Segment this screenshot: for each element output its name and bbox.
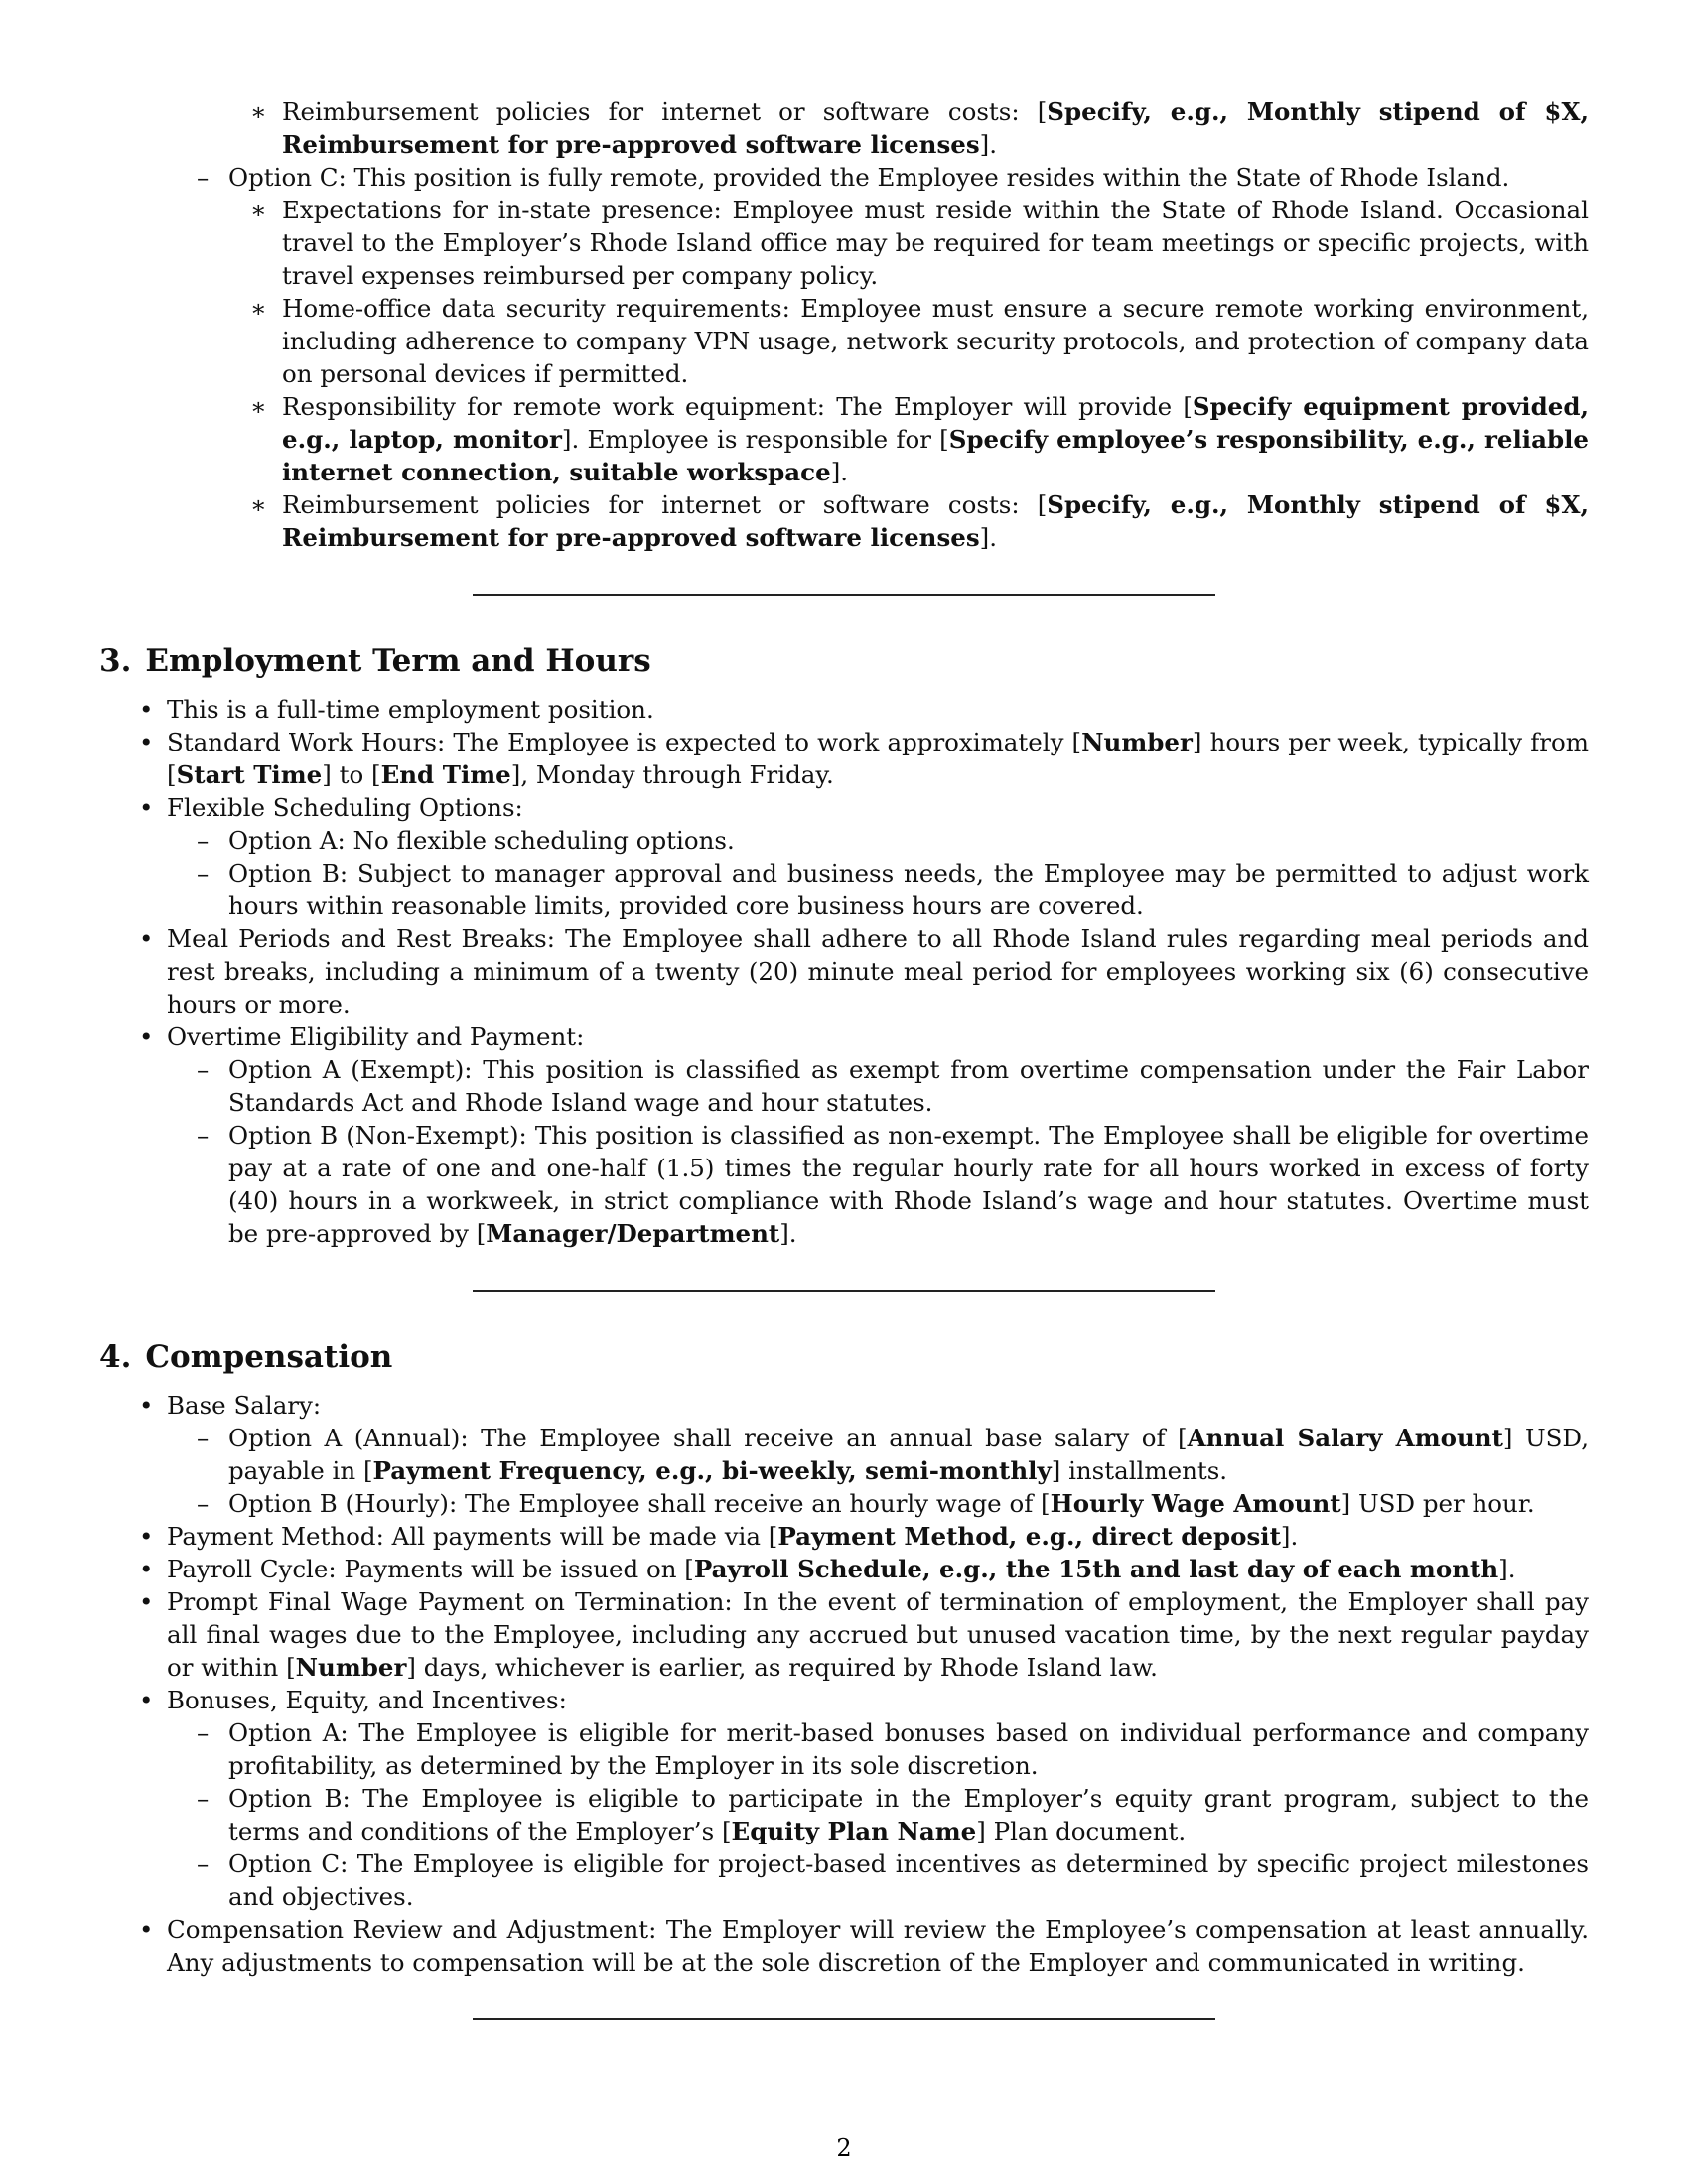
placeholder-field: Number — [295, 1653, 407, 1682]
bullet-icon: • — [139, 1522, 154, 1551]
item-text: ]. — [779, 1219, 797, 1248]
item-text: Option B (Hourly): The Employee shall receive an hourly wage of [ — [228, 1489, 1051, 1518]
item-text: Overtime Eligibility and Payment: — [167, 1023, 585, 1051]
list-item — [99, 292, 1589, 390]
item-text: ] days, whichever is earlier, as required by Rhode Island law. — [406, 1653, 1158, 1682]
dash-icon: – — [197, 859, 210, 887]
item-text: Standard Work Hours: The Employee is expected to work approximately [ — [167, 728, 1082, 756]
item-text: ]. — [830, 458, 849, 486]
dash-icon: – — [197, 826, 210, 855]
bullet-icon: • — [139, 695, 154, 724]
placeholder-field: Equity Plan Name — [731, 1817, 977, 1845]
bullet-icon: • — [139, 728, 154, 756]
item-text: Option A: No flexible scheduling options. — [228, 826, 735, 855]
placeholder-field: End Time — [380, 760, 511, 789]
item-text: ], Monday through Friday. — [510, 760, 834, 789]
list-item — [99, 1422, 1589, 1487]
dash-icon: – — [197, 1718, 210, 1747]
item-text: ]. Employee is responsible for [ — [561, 425, 949, 454]
list-item — [99, 693, 1589, 726]
asterisk-icon: ∗ — [250, 196, 267, 224]
item-text: Expectations for in-state presence: Employee must reside within the State of Rhode Island. Occasional travel to the Employer’s Rhode Island office may be required for team meetings or specific projects, with travel expenses reimbursed per company policy. — [282, 196, 1589, 290]
list-item — [99, 1487, 1589, 1520]
asterisk-icon: ∗ — [250, 97, 267, 126]
item-text: Option B: Subject to manager approval and business needs, the Employee may be permitted to adjust work hours within reasonable limits, provided core business hours are covered. — [228, 859, 1589, 920]
item-text: Prompt Final Wage Payment on Termination: In the event of termination of employment, the Employer shall pay all final wages due to the Employee, including any accrued but unused vacation time, by the next regular payday or within [ — [167, 1587, 1589, 1682]
item-text: ] USD, payable in [ — [228, 1424, 1589, 1485]
list-item — [99, 390, 1589, 488]
list-item — [99, 1553, 1589, 1585]
bullet-icon: • — [139, 1391, 154, 1420]
list-item — [99, 1913, 1589, 1979]
item-text: Meal Periods and Rest Breaks: The Employee shall adhere to all Rhode Island rules regarding meal periods and rest breaks, including a minimum of a twenty (20) minute meal period for employees working six (6) consecutive hours or more. — [167, 924, 1589, 1019]
placeholder-field: Hourly Wage Amount — [1050, 1489, 1341, 1518]
item-text: Flexible Scheduling Options: — [167, 793, 523, 822]
item-text: ] Plan document. — [976, 1817, 1187, 1845]
placeholder-field: Number — [1081, 728, 1193, 756]
placeholder-field: Payment Method, e.g., direct deposit — [777, 1522, 1281, 1551]
item-text: Reimbursement policies for internet or software costs: [ — [282, 97, 1048, 126]
section-divider — [473, 2018, 1215, 2020]
document-page — [99, 95, 1589, 2020]
section-3-heading — [99, 641, 1589, 681]
list-item — [99, 791, 1589, 824]
dash-icon: – — [197, 1784, 210, 1813]
list-item — [99, 726, 1589, 791]
item-text: ]. — [979, 130, 998, 159]
list-item — [99, 824, 1589, 857]
list-item — [99, 161, 1589, 194]
list-item — [99, 1782, 1589, 1847]
top-list — [99, 95, 1589, 554]
section-4-heading — [99, 1337, 1589, 1377]
placeholder-field: Start Time — [176, 760, 323, 789]
item-text: Bonuses, Equity, and Incentives: — [167, 1686, 567, 1714]
dash-icon: – — [197, 1424, 210, 1452]
list-item — [99, 1847, 1589, 1913]
asterisk-icon: ∗ — [250, 392, 267, 421]
asterisk-icon: ∗ — [250, 294, 267, 323]
bullet-icon: • — [139, 924, 154, 953]
section-4-list — [99, 1389, 1589, 1979]
section-divider — [473, 1290, 1215, 1292]
item-text: Compensation Review and Adjustment: The Employer will review the Employee’s compensation at least annually. Any adjustments to compensation will be at the sole discretion of the Employer and communicated in writing. — [167, 1915, 1589, 1977]
dash-icon: – — [197, 1489, 210, 1518]
item-text: ] to [ — [322, 760, 381, 789]
item-text: ] hours per week, typically from [ — [167, 728, 1589, 789]
section-number: 4. — [99, 1339, 132, 1375]
item-text: Option C: The Employee is eligible for project-based incentives as determined by specific project milestones and objectives. — [228, 1849, 1589, 1911]
list-item — [99, 1520, 1589, 1553]
section-title: Compensation — [145, 1339, 393, 1375]
item-text: Payment Method: All payments will be made via [ — [167, 1522, 778, 1551]
list-item — [99, 1021, 1589, 1053]
placeholder-field: Specify, e.g., Monthly stipend of $X, Reimbursement for pre-approved software licenses — [282, 490, 1590, 552]
item-text: Base Salary: — [167, 1391, 322, 1420]
item-text: ]. — [979, 523, 998, 552]
item-text: Responsibility for remote work equipment: The Employer will provide [ — [282, 392, 1193, 421]
list-item — [99, 1389, 1589, 1422]
dash-icon: – — [197, 1055, 210, 1084]
item-text: Option A (Exempt): This position is classified as exempt from overtime compensation under the Fair Labor Standards Act and Rhode Island wage and hour statutes. — [228, 1055, 1589, 1117]
dash-icon: – — [197, 1121, 210, 1150]
bullet-icon: • — [139, 1686, 154, 1714]
placeholder-field: Manager/Department — [486, 1219, 780, 1248]
bullet-icon: • — [139, 1555, 154, 1583]
section-divider — [473, 594, 1215, 596]
item-text: Option A (Annual): The Employee shall receive an annual base salary of [ — [228, 1424, 1188, 1452]
item-text: Option A: The Employee is eligible for merit-based bonuses based on individual performance and company profitability, as determined by the Employer in its sole discretion. — [228, 1718, 1589, 1780]
item-text: Reimbursement policies for internet or software costs: [ — [282, 490, 1048, 519]
item-text: ] installments. — [1051, 1456, 1228, 1485]
placeholder-field: Specify, e.g., Monthly stipend of $X, Reimbursement for pre-approved software licenses — [282, 97, 1590, 159]
placeholder-field: Specify equipment provided, e.g., laptop, monitor — [282, 392, 1589, 454]
list-item — [99, 1585, 1589, 1684]
bullet-icon: • — [139, 1915, 154, 1944]
item-text: Option B (Non-Exempt): This position is classified as non-exempt. The Employee shall be eligible for overtime pay at a rate of one and one-half (1.5) times the regular hourly rate for all hours worked in excess of forty (40) hours in a workweek, in strict compliance with Rhode Island’s wage and hour statutes. Overtime must be pre-approved by [ — [228, 1121, 1589, 1248]
section-title: Employment Term and Hours — [145, 643, 651, 679]
list-item — [99, 194, 1589, 292]
placeholder-field: Payment Frequency, e.g., bi-weekly, semi-monthly — [372, 1456, 1052, 1485]
placeholder-field: Annual Salary Amount — [1187, 1424, 1503, 1452]
list-item — [99, 1684, 1589, 1716]
item-text: This is a full-time employment position. — [167, 695, 654, 724]
placeholder-field: Payroll Schedule, e.g., the 15th and last day of each month — [693, 1555, 1499, 1583]
item-text: ]. — [1498, 1555, 1516, 1583]
list-item — [99, 922, 1589, 1021]
list-item — [99, 1716, 1589, 1782]
item-text: ]. — [1280, 1522, 1299, 1551]
item-text: Option B: The Employee is eligible to participate in the Employer’s equity grant program, subject to the terms and conditions of the Employer’s [ — [228, 1784, 1589, 1845]
item-text: Option C: This position is fully remote, provided the Employee resides within the State of Rhode Island. — [228, 163, 1510, 192]
bullet-icon: • — [139, 793, 154, 822]
bullet-icon: • — [139, 1023, 154, 1051]
section-number: 3. — [99, 643, 132, 679]
list-item — [99, 857, 1589, 922]
item-text: Payroll Cycle: Payments will be issued on [ — [167, 1555, 694, 1583]
dash-icon: – — [197, 163, 210, 192]
section-3-list — [99, 693, 1589, 1250]
list-item — [99, 1119, 1589, 1250]
item-text: Home-office data security requirements: Employee must ensure a secure remote working environment, including adherence to company VPN usage, network security protocols, and protection of company data on personal devices if permitted. — [282, 294, 1589, 388]
list-item — [99, 1053, 1589, 1119]
placeholder-field: Specify employee’s responsibility, e.g., reliable internet connection, suitable workspace — [282, 425, 1589, 486]
item-text: ] USD per hour. — [1340, 1489, 1535, 1518]
bullet-icon: • — [139, 1587, 154, 1616]
dash-icon: – — [197, 1849, 210, 1878]
asterisk-icon: ∗ — [250, 490, 267, 519]
list-item — [99, 488, 1589, 554]
page-number: 2 — [836, 2134, 852, 2162]
list-item — [99, 95, 1589, 161]
